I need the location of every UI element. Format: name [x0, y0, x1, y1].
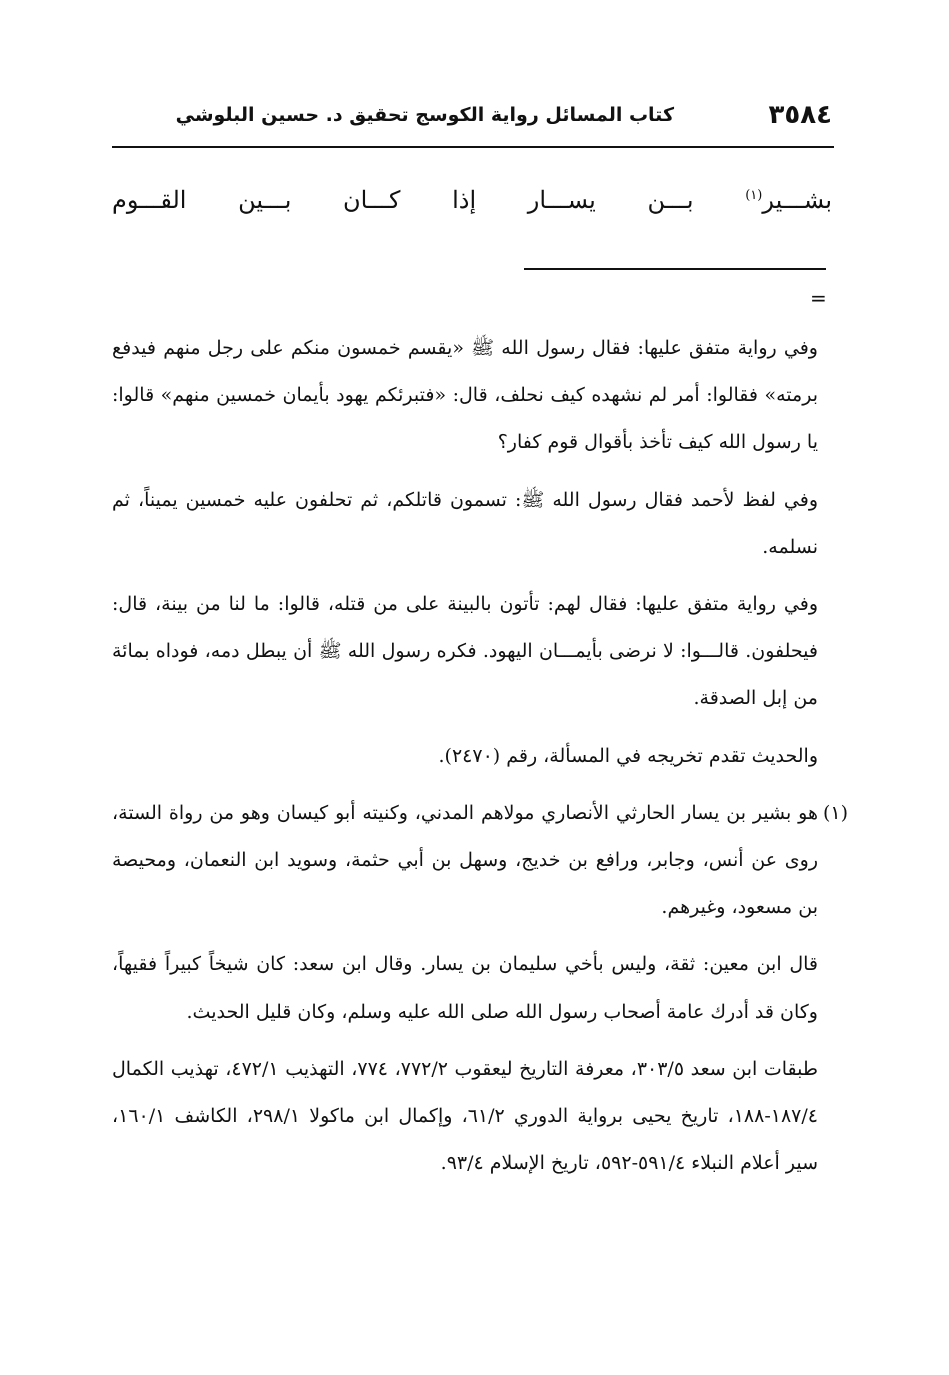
page-header	[112, 98, 832, 144]
paragraph-1: وفي رواية متفق عليها: فقال رسول الله ﷺ «يقسم خمسون منكم على رجل منهم فيدفع برمته» فقالوا: أمر لم نشهده كيف نحلف، قال: «فتبرئكم يهود بأيمان خمسين منهم» قالوا: يا رسول الله كيف تأخذ بأقوال قوم كفار؟	[112, 337, 818, 454]
footnote-paragraph-3: طبقات ابن سعد ٣٠٣/٥، معرفة التاريخ ليعقوب ٧٧٢/٢، ٧٧٤، التهذيب ٤٧٢/١، تهذيب الكمال ١٨٧/٤-١٨٨، تاريخ يحيى برواية الدوري ٦١/٢، وإكمال ابن ماكولا ٢٩٨/١، الكاشف ١٦٠/١، سير أعلام النبلاء ٥٩١/٤-٥٩٢، تاريخ الإسلام ٩٣/٤.	[112, 1057, 818, 1175]
running-title: كتاب المسائل رواية الكوسج تحقيق د. حسين البلوشي	[175, 104, 674, 126]
paragraph-2: وفي لفظ لأحمد فقال رسول الله ﷺ: تسمون قاتلكم، ثم تحلفون عليه خمسين يميناً، ثم نسلمه.	[112, 488, 818, 558]
continuation-rest: بـــن يســـار إذا كـــان بـــين القـــوم	[112, 186, 694, 214]
header-rule	[112, 146, 834, 148]
footnote-marker: (١)	[822, 801, 848, 824]
page-number: ٣٥٨٤	[768, 100, 832, 130]
footnote-body	[112, 325, 848, 1197]
footnote-separator	[524, 268, 826, 270]
footnote-reference: (١)	[745, 188, 763, 203]
paragraph-3: وفي رواية متفق عليها: فقال لهم: تأتون بالبينة على من قتله، قالوا: ما لنا من بينة، قال: فيحلفون. قالـــوا: لا نرضى بأيمـــان اليهود. فكره رسول الله ﷺ أن يبطل دمه، فوداه بمائة من إبل الصدقة.	[112, 593, 818, 710]
footnote-paragraph-1: هو بشير بن يسار الحارثي الأنصاري مولاهم المدني، وكنيته أبو كيسان وهو من رواة الستة، روى عن أنس، وجابر، ورافع بن خديج، وسهل بن أبي حثمة، وسويد ابن النعمان، ومحيصة بن مسعود، وغيرهم.	[112, 801, 818, 919]
continuation-line	[112, 186, 832, 214]
footnote-paragraph-2: قال ابن معين: ثقة، وليس بأخي سليمان بن يسار. وقال ابن سعد: كان شيخاً كبيراً فقيهاً، وكان قد أدرك عامة أصحاب رسول الله صلى الله عليه وسلم، وكان قليل الحديث.	[112, 953, 818, 1023]
footnote-1	[112, 790, 848, 932]
continuation-mark: =	[810, 286, 827, 310]
continuation-word: بشـــير	[762, 186, 832, 214]
paragraph-4: والحديث تقدم تخريجه في المسألة، رقم (٢٤٧٠).	[438, 744, 818, 767]
